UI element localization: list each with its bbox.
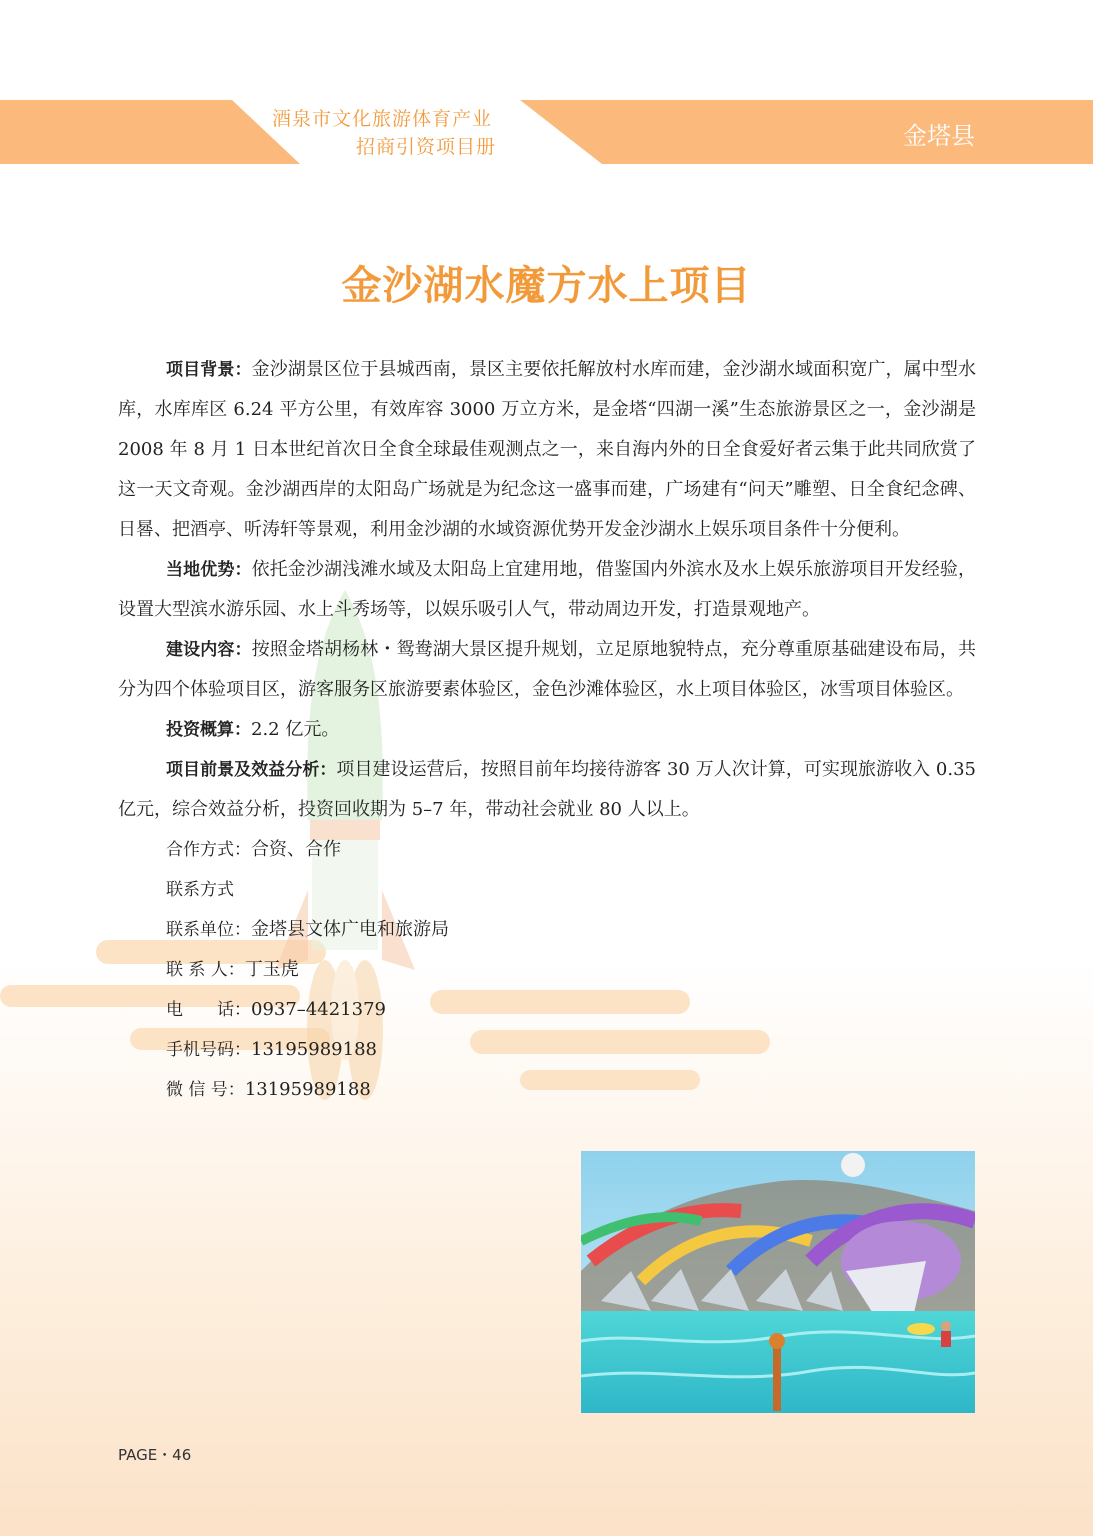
paragraph-text: 项目建设运营后，按照目前年均接待游客 30 万人次计算，可实现旅游收入 0.35 亿元，综合效益分析，投资回收期为 5–7 年，带动社会就业 80 人以上。 [118,759,976,820]
county-name: 金塔县 [903,122,975,150]
header-title-line2: 招商引资项目册 [356,136,497,158]
paragraph-label: 建设内容： [166,640,252,660]
paragraph-text: 依托金沙湖浅滩水域及太阳岛上宜建用地，借鉴国内外滨水及水上娱乐旅游项目开发经验，设置大型滨水游乐园、水上斗秀场等，以娱乐吸引人气，带动周边开发，打造景观地产。 [118,559,977,620]
contact-value: 0937–4421379 [251,999,386,1020]
contact-label: 手机号码： [166,1040,251,1060]
contact-row-unit [118,910,976,950]
paragraph-text: 金沙湖景区位于县城西南，景区主要依托解放村水库而建，金沙湖水域面积宽广，属中型水库，水库库区 6.24 平方公里，有效库容 3000 万立方米，是金塔“四湖一溪”生态旅游景区之一，金沙湖是 2008 年 8 月 1 日本世纪首次日全食全球最佳观测点之一，来自海内外的日全食爱好者云集于此共同欣赏了这一天文奇观。金沙湖西岸的太阳岛广场就是为纪念这一盛事而建，广场建有“问天”雕塑、日全食纪念碑、日晷、把酒亭、听涛轩等景观，利用金沙湖的水域资源优势开发金沙湖水上娱乐项目条件十分便利。 [118,359,977,540]
paragraph-local-advantage [118,550,976,630]
paragraph-background [118,350,976,550]
contact-label: 联系单位： [166,920,251,940]
page-number: PAGE・46 [118,1446,192,1464]
header-right-band [520,100,1093,164]
cooperation-label: 合作方式： [166,840,251,860]
project-body [118,350,976,1110]
contact-value: 金塔县文体广电和旅游局 [251,919,449,940]
water-park-photo [581,1151,975,1413]
contact-value: 丁玉虎 [244,959,299,980]
contact-value: 13195989188 [251,1039,377,1060]
cooperation-row [118,830,976,870]
paragraph-construction [118,630,976,710]
paragraph-text: 2.2 亿元。 [251,719,340,740]
contact-row-phone [118,990,976,1030]
paragraph-text: 按照金塔胡杨林・鸳鸯湖大景区提升规划，立足原地貌特点，充分尊重原基础建设布局，共分为四个体验项目区，游客服务区旅游要素体验区，金色沙滩体验区，水上项目体验区，冰雪项目体验区。 [118,639,977,700]
paragraph-investment [118,710,976,750]
contact-label: 微 信 号： [166,1080,245,1100]
cooperation-value: 合资、合作 [251,839,341,860]
project-title: 金沙湖水魔方水上项目 [341,263,752,309]
paragraph-prospects [118,750,976,830]
contact-row-person [118,950,976,990]
paragraph-label: 投资概算： [166,720,251,740]
header-title-line1: 酒泉市文化旅游体育产业 [272,108,493,130]
paragraph-label: 项目背景： [166,360,252,380]
contact-label: 电 话： [166,1000,251,1020]
contact-label: 联 系 人： [166,960,245,980]
contact-heading: 联系方式 [166,880,234,900]
contact-row-mobile [118,1030,976,1070]
contact-value: 13195989188 [244,1079,371,1100]
paragraph-label: 当地优势： [166,560,252,580]
paragraph-label: 项目前景及效益分析： [166,760,337,780]
contact-row-wechat [118,1070,976,1110]
